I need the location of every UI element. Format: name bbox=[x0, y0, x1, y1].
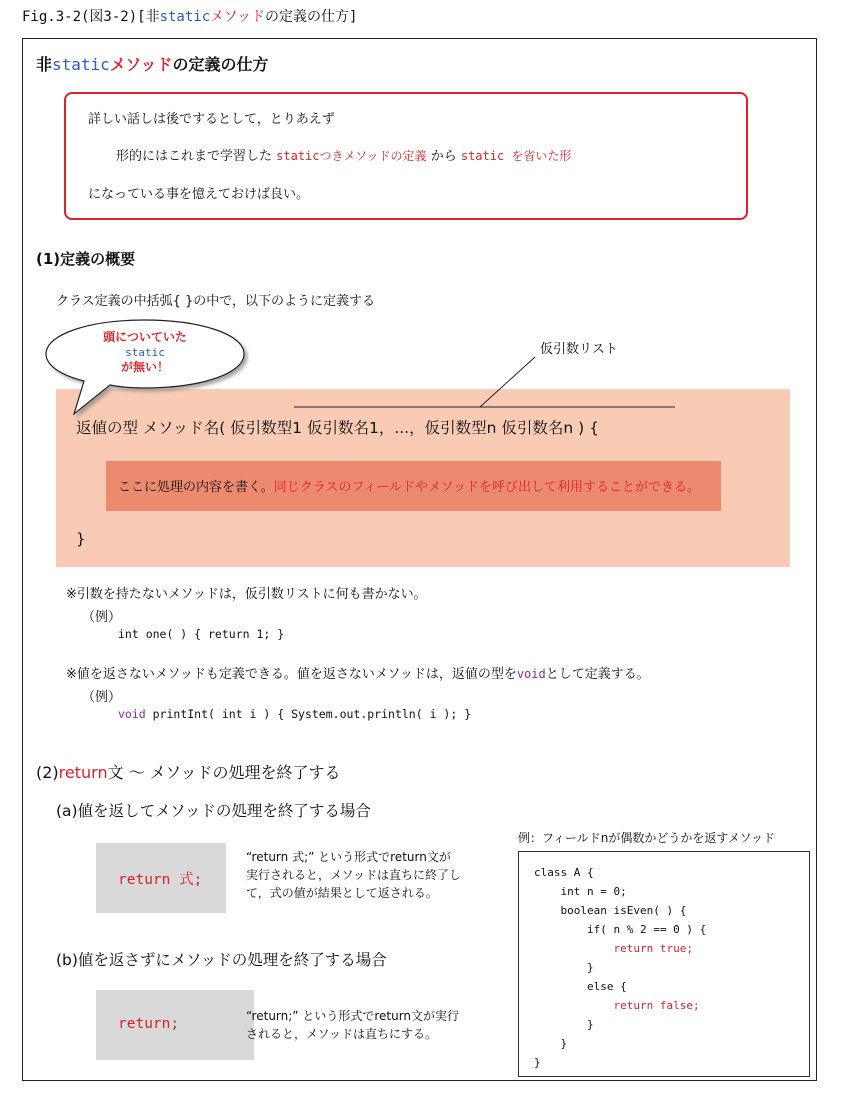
code-line: } bbox=[534, 961, 594, 974]
example-code-2: void printInt( int i ) { System.out.println( i ); } bbox=[118, 707, 472, 721]
note-line-3: になっている事を憶えておけば良い。 bbox=[88, 187, 310, 202]
code-line: return true; bbox=[534, 942, 693, 955]
note-no-args: ※引数を持たないメソッドは，仮引数リストに何も書かない。 bbox=[66, 587, 427, 602]
example-label-2: （例） bbox=[82, 690, 122, 705]
code-line: } bbox=[534, 1018, 594, 1031]
example-label-1: （例） bbox=[82, 610, 122, 625]
return-void-desc: “return;” という形式でreturn文が実行 されると，メソッドは直ちにする。 bbox=[246, 1009, 460, 1041]
bubble-text: 頭についていた static が無い！ bbox=[103, 330, 187, 374]
param-list-bracket bbox=[290, 355, 690, 415]
method-body-text: ここに処理の内容を書く。同じクラスのフィールドやメソッドを呼び出して利用することができる。 bbox=[118, 480, 701, 495]
example-title: 例：フィールドnが偶数かどうかを返すメソッド bbox=[518, 831, 775, 845]
code-line: } bbox=[534, 1037, 568, 1050]
param-list-label: 仮引数リスト bbox=[540, 342, 618, 357]
section2-title: (2)return文 〜 メソッドの処理を終了する bbox=[36, 763, 341, 782]
return-expr-code: return 式; bbox=[118, 872, 203, 888]
code-line: int n = 0; bbox=[534, 885, 627, 898]
code-line: if( n % 2 == 0 ) { bbox=[534, 923, 707, 936]
section2a-title: (a)値を返してメソッドの処理を終了する場合 bbox=[56, 802, 371, 820]
note-void: ※値を返さないメソッドも定義できる。値を返さないメソッドは，返値の型をvoidとして定義する。 bbox=[66, 667, 650, 682]
section2b-title: (b)値を返さずにメソッドの処理を終了する場合 bbox=[56, 951, 387, 969]
code-line: boolean isEven( ) { bbox=[534, 904, 687, 917]
code-line: return false; bbox=[534, 999, 700, 1012]
return-expr-desc: “return 式;” という形式でreturn文が 実行されると，メソッドは直ちに終了し て，式の値が結果として返される。 bbox=[246, 850, 462, 900]
example-code-1: int one( ) { return 1; } bbox=[118, 627, 285, 641]
method-signature: 返値の型 メソッド名( 仮引数型1 仮引数名1，...，仮引数型n 仮引数名n ) { bbox=[76, 419, 599, 437]
note-line-1: 詳しい話しは後でするとして，とりあえず bbox=[88, 112, 335, 127]
note-line-2: 形的にはこれまで学習した staticつきメソッドの定義 から static を省いた形 bbox=[116, 149, 572, 164]
closing-brace: } bbox=[76, 530, 86, 548]
section1-intro: クラス定義の中括弧{ }の中で，以下のように定義する bbox=[56, 294, 376, 309]
code-line: else { bbox=[534, 980, 627, 993]
section1-title: (1)定義の概要 bbox=[36, 250, 136, 268]
page-title: 非staticメソッドの定義の仕方 bbox=[36, 55, 269, 74]
return-void-code: return; bbox=[118, 1016, 180, 1032]
code-line: } bbox=[534, 1056, 541, 1069]
code-line: class A { bbox=[534, 866, 594, 879]
figure-caption: Fig.3-2(図3-2)[非staticメソッドの定義の仕方] bbox=[22, 9, 358, 25]
